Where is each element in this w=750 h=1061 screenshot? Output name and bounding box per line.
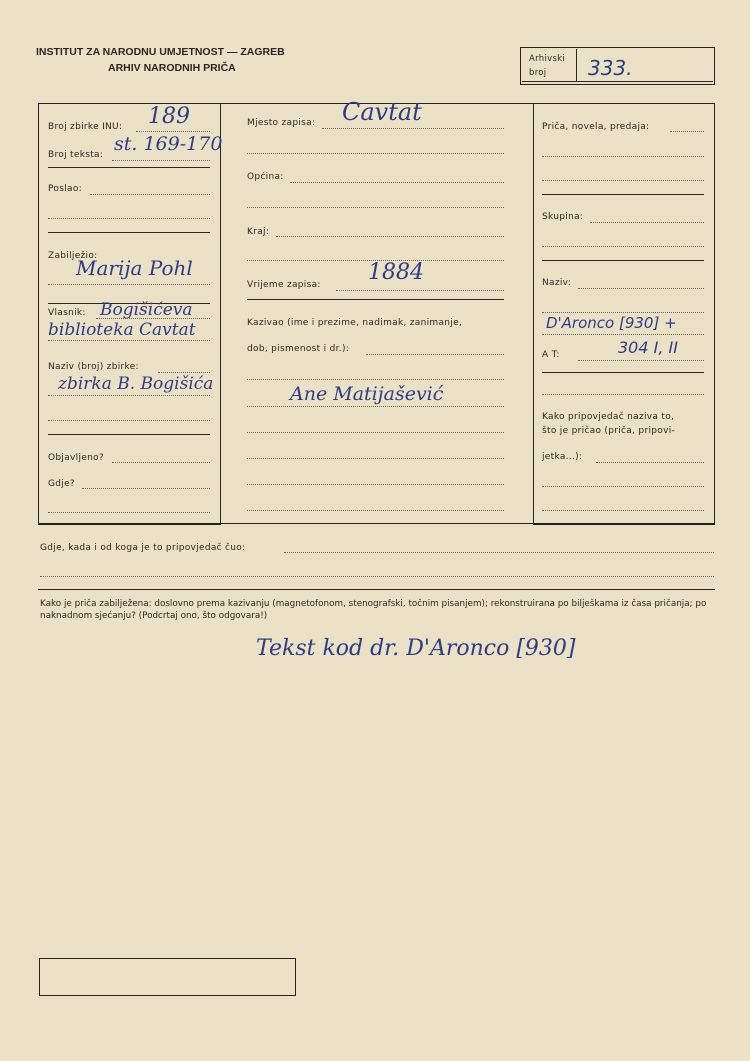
naziv-value: D'Aronco [930] + [546,314,677,332]
archive-label-2: broj [529,68,547,78]
naziv-zbirke-label: Naziv (broj) zbirke: [48,362,139,372]
at-label: A T: [542,350,560,360]
gdje-line-2 [48,512,210,513]
kazivao-label-2: dob, pismenost i dr.): [247,344,350,354]
kazivao-line-3 [247,406,504,407]
naziv-zbirke-line-2 [48,395,210,396]
kazivao-line-2 [247,379,504,380]
gdje-kada-label: Gdje, kada i od koga je to pripovjedač čuo: [40,543,246,553]
kako-line-3 [542,510,704,511]
kazivao-label-1: Kazivao (ime i prezime, nadimak, zanimanje, [247,318,463,328]
zabiljezio-value: Marija Pohl [76,256,193,280]
right-separator-1 [542,194,704,195]
middle-separator [247,299,504,300]
naziv-line-2 [542,312,704,313]
opcina-label: Općina: [247,172,284,182]
skupina-line [590,222,704,223]
poslao-line [90,194,210,195]
vrijeme-label: Vrijeme zapisa: [247,280,321,290]
broj-zbirke-value: 189 [148,104,190,129]
vlasnik-value-2: biblioteka Cavtat [48,320,196,340]
vrijeme-line [336,290,504,291]
broj-zbirke-line [136,131,210,132]
opcina-line [290,182,504,183]
kako-line-1 [596,462,704,463]
naziv-zbirke-value: zbirka B. Bogišića [58,374,214,394]
prica-line [670,131,704,132]
objavljeno-label: Objavljeno? [48,453,104,463]
kazivao-value: Ane Matijašević [290,383,444,405]
vlasnik-line-2 [48,340,210,341]
naziv-label: Naziv: [542,278,572,288]
kazivao-line-7 [247,510,504,511]
broj-zbirke-label: Broj zbirke INU: [48,122,123,132]
skupina-label: Skupina: [542,212,584,222]
vlasnik-value-1: Bogišićeva [100,300,193,320]
gdje-label: Gdje? [48,479,76,489]
archive-number-underline [522,81,713,82]
kako-label-2: što je pričao (priča, pripovi- [542,426,676,436]
archive-number-divider [576,49,577,82]
kazivao-line-5 [247,458,504,459]
mjesto-value: Cavtat [342,98,422,126]
mjesto-label: Mjesto zapisa: [247,118,316,128]
stamp-box [39,958,296,996]
kraj-label: Kraj: [247,227,270,237]
objavljeno-line [112,462,210,463]
archive-number-value: 333. [588,56,633,80]
kazivao-line-1 [366,354,504,355]
opcina-line-2 [247,207,504,208]
broj-teksta-value: st. 169-170 [114,133,223,155]
zabiljezio-line [48,284,210,285]
archive-title: ARHIV NARODNIH PRIČA [108,62,236,74]
kako-line-2 [542,486,704,487]
archive-label-1: Arhivski [529,54,566,64]
kazivao-line-4 [247,432,504,433]
kako-label-3: jetka...): [542,452,583,462]
naziv-line-3 [542,334,704,335]
mjesto-line-2 [247,153,504,154]
at-value: 304 I, II [618,338,678,357]
kazivao-line-6 [247,484,504,485]
kako-label-1: Kako pripovjedač naziva to, [542,412,675,422]
gdje-line [82,488,210,489]
zabiljezio-label: Zabilježio: [48,251,98,261]
left-separator-2 [48,232,210,233]
mjesto-line [322,128,504,129]
left-separator-4 [48,434,210,435]
poslao-line-2 [48,218,210,219]
naziv-line [578,288,704,289]
skupina-line-2 [542,246,704,247]
broj-teksta-line [112,160,210,161]
bottom-separator [38,589,715,590]
kako-zabiljezena-text: Kako je priča zabilježena: doslovno prema kazivanju (magnetofonom, stenografski, točnim pisanjem); rekonstruirana po bilješkama iz časa pričanja; po naknadnom sjećanju? (Podcrtaj ono, što odgovara!) [40,599,707,621]
right-separator-3 [542,372,704,373]
gdje-kada-line-1 [284,552,714,553]
gdje-kada-line-2 [40,576,714,577]
poslao-label: Poslao: [48,184,82,194]
left-separator-1 [48,167,210,168]
at-line-2 [542,394,704,395]
prica-line-2 [542,156,704,157]
handwritten-note: Tekst kod dr. D'Aronco [930] [256,636,576,661]
broj-teksta-label: Broj teksta: [48,150,104,160]
naziv-zbirke-line-3 [48,420,210,421]
prica-line-3 [542,180,704,181]
vrijeme-value: 1884 [368,260,424,285]
prica-label: Priča, novela, predaja: [542,122,650,132]
vlasnik-label: Vlasnik: [48,308,86,318]
at-line [578,360,704,361]
naziv-zbirke-line-1 [158,372,210,373]
columns-bottom-line [38,523,715,524]
right-separator-2 [542,260,704,261]
vlasnik-line-1 [96,318,210,319]
kraj-line [276,236,504,237]
institute-title: INSTITUT ZA NARODNU UMJETNOST — ZAGREB [36,46,285,58]
